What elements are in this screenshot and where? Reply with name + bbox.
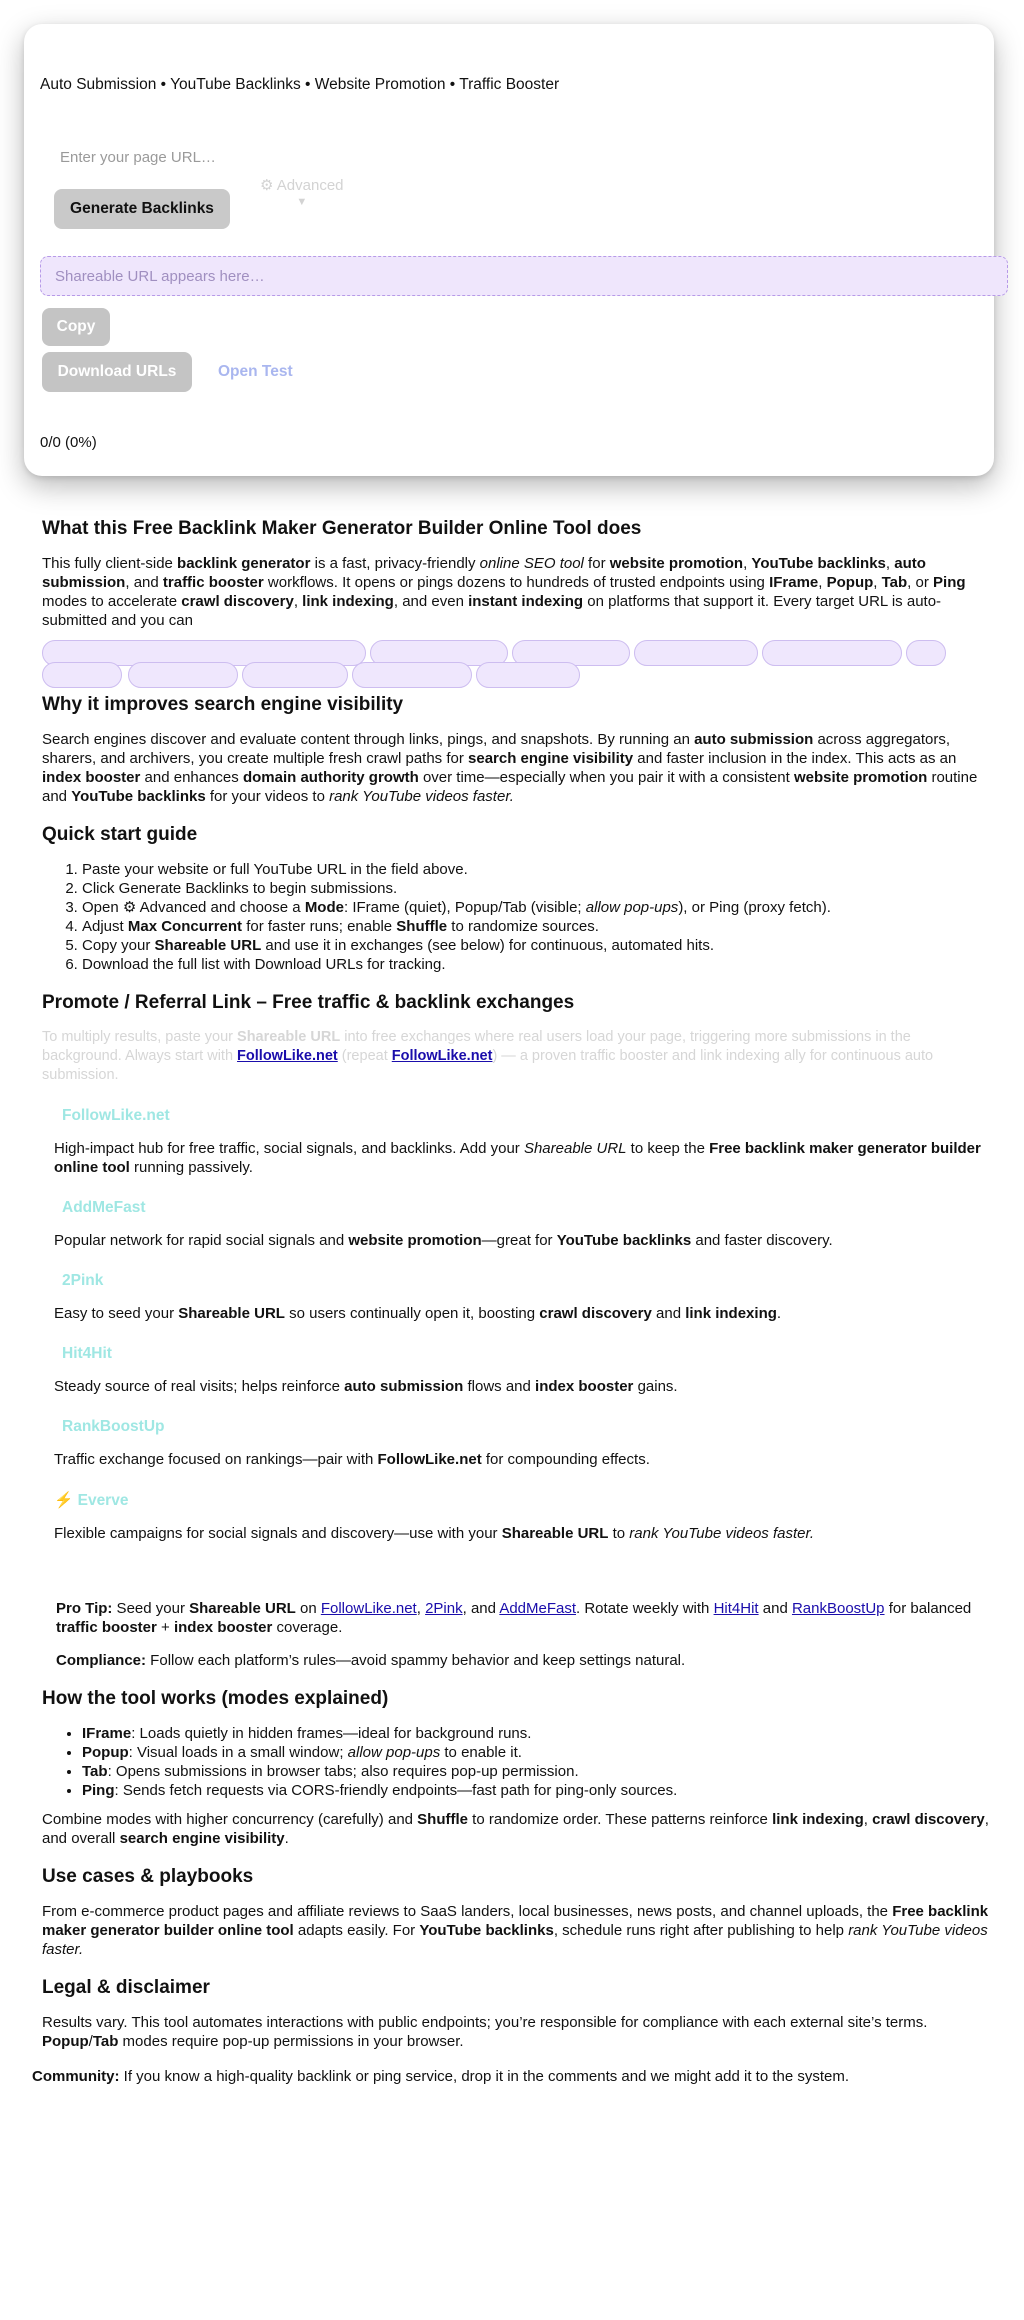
generate-backlinks-button[interactable]: Generate Backlinks bbox=[54, 189, 230, 229]
modes-list bbox=[42, 1724, 992, 1800]
exchange-desc: High-impact hub for free traffic, social signals, and backlinks. Add your Shareable URL to keep the Free backlink maker generator builder online tool running passively. bbox=[54, 1140, 981, 1176]
exchange-name[interactable]: 2Pink bbox=[62, 1272, 104, 1289]
keyword-pill[interactable] bbox=[476, 662, 580, 688]
quick-start-list bbox=[42, 860, 992, 974]
exchange-name[interactable]: RankBoostUp bbox=[62, 1418, 165, 1435]
tool-card bbox=[24, 24, 994, 476]
community-note: Community: If you know a high-quality backlink or ping service, drop it in the comments and we might add it to the system. bbox=[32, 2068, 850, 2085]
exchange-item bbox=[54, 1491, 992, 1543]
why-paragraph: Search engines discover and evaluate content through links, pings, and snapshots. By running an auto submission across aggregators, sharers, and archivers, you create multiple fresh crawl paths for search engine visibility and faster inclusion in the index. This acts as an index booster and enhances domain authority growth over time—especially when you pair it with a consistent website promotion routine and YouTube backlinks for your videos to rank YouTube videos faster. bbox=[42, 731, 978, 805]
chevron-down-icon: ▼ bbox=[296, 196, 308, 208]
page-url-input[interactable] bbox=[58, 148, 562, 167]
keyword-pill[interactable] bbox=[242, 662, 348, 688]
legal-paragraph: Results vary. This tool automates interactions with public endpoints; you’re responsible for compliance with each external site’s terms. Popup/Tab modes require pop-up permissions in your browser. bbox=[42, 2014, 928, 2050]
pro-tip: Pro Tip: Seed your Shareable URL on FollowLike.net, 2Pink, and AddMeFast. Rotate weekly with Hit4Hit and RankBoostUp for balanced traffic booster + index booster coverage. bbox=[56, 1600, 972, 1636]
exchange-item bbox=[54, 1272, 992, 1323]
tagline: Auto Submission • YouTube Backlinks • Website Promotion • Traffic Booster bbox=[40, 76, 560, 93]
exchange-item bbox=[54, 1418, 992, 1469]
exchange-list bbox=[54, 1107, 992, 1543]
pro-tip-box bbox=[56, 1599, 992, 1670]
followlike-tip-link[interactable]: FollowLike.net bbox=[320, 1600, 417, 1617]
step-item: 4. Adjust Max Concurrent for faster runs; enable Shuffle to randomize sources. bbox=[82, 917, 992, 936]
exchange-item bbox=[54, 1199, 992, 1250]
what-paragraph: This fully client-side backlink generator is a fast, privacy-friendly online SEO tool for website promotion, YouTube backlinks, auto submission, and traffic booster workflows. It opens or pings dozens to hundreds of trusted endpoints using IFrame, Popup, Tab, or Ping modes to accelerate crawl discovery, link indexing, and even instant indexing on platforms that support it. Every target URL is auto-submitted and you can bbox=[42, 555, 966, 629]
modes-paragraph: Combine modes with higher concurrency (carefully) and Shuffle to randomize order. These patterns reinforce link indexing, crawl discovery, and overall search engine visibility. bbox=[42, 1811, 989, 1847]
exchange-name[interactable]: FollowLike.net bbox=[62, 1107, 170, 1124]
step-item: 6. Download the full list with Download URLs for tracking. bbox=[82, 955, 992, 974]
copy-button[interactable]: Copy bbox=[42, 308, 110, 346]
exchange-name[interactable]: AddMeFast bbox=[62, 1199, 146, 1216]
section-title-legal: Legal & disclaimer bbox=[42, 1977, 210, 1998]
exchange-desc: Traffic exchange focused on rankings—pair with FollowLike.net for compounding effects. bbox=[54, 1451, 650, 1468]
exchange-desc: Steady source of real visits; helps reinforce auto submission flows and index booster gains. bbox=[54, 1378, 678, 1395]
followlike-link-repeat[interactable]: FollowLike.net bbox=[391, 1048, 493, 1064]
exchange-desc: Popular network for rapid social signals and website promotion—great for YouTube backlinks and faster discovery. bbox=[54, 1232, 833, 1249]
section-title-what: What this Free Backlink Maker Generator Builder Online Tool does bbox=[42, 518, 642, 539]
keyword-pill[interactable] bbox=[762, 640, 902, 666]
addmefast-tip-link[interactable]: AddMeFast bbox=[499, 1600, 577, 1617]
exchange-name[interactable]: ⚡ Everve bbox=[54, 1492, 129, 1509]
rankboostup-tip-link[interactable]: RankBoostUp bbox=[791, 1600, 885, 1617]
step-item: 2. Click Generate Backlinks to begin submissions. bbox=[82, 879, 992, 898]
keyword-pill[interactable] bbox=[42, 662, 122, 688]
shareable-url-placeholder: Shareable URL appears here… bbox=[55, 267, 265, 285]
section-title-promote: Promote / Referral Link – Free traffic & backlink exchanges bbox=[42, 992, 575, 1013]
section-title-quick: Quick start guide bbox=[42, 824, 198, 845]
exchange-desc: Flexible campaigns for social signals and discovery—use with your Shareable URL to rank YouTube videos faster. bbox=[54, 1525, 815, 1542]
exchange-item bbox=[54, 1107, 992, 1177]
exchange-name[interactable]: Hit4Hit bbox=[62, 1345, 112, 1362]
progress-text: 0/0 (0%) bbox=[40, 434, 97, 451]
mode-item: • Ping: Sends fetch requests via CORS-friendly endpoints—fast path for ping-only sources. bbox=[82, 1781, 992, 1800]
content bbox=[32, 500, 992, 2096]
step-item: 5. Copy your Shareable URL and use it in exchanges (see below) for continuous, automated hits. bbox=[82, 936, 992, 955]
keyword-pill[interactable] bbox=[906, 640, 946, 666]
keyword-pills bbox=[42, 640, 992, 688]
promote-intro: To multiply results, paste your Shareable URL into free exchanges where real users load your page, triggering more submissions in the background. Always start with FollowLike.net (repeat FollowLike.net) — a proven traffic booster and link indexing ally for continuous auto submission. bbox=[42, 1029, 934, 1083]
compliance-note: Compliance: Follow each platform’s rules—avoid spammy behavior and keep settings natural. bbox=[56, 1652, 686, 1669]
download-urls-button[interactable]: Download URLs bbox=[42, 352, 192, 392]
section-title-uses: Use cases & playbooks bbox=[42, 1866, 254, 1887]
mode-item: • Tab: Opens submissions in browser tabs; also requires pop-up permission. bbox=[82, 1762, 992, 1781]
step-item: 3. Open ⚙ Advanced and choose a Mode: IFrame (quiet), Popup/Tab (visible; allow pop-ups), or Ping (proxy fetch). bbox=[82, 898, 992, 917]
exchange-item bbox=[54, 1345, 992, 1396]
advanced-toggle[interactable] bbox=[260, 176, 344, 208]
section-title-modes: How the tool works (modes explained) bbox=[42, 1688, 389, 1709]
exchange-desc: Easy to seed your Shareable URL so users continually open it, boosting crawl discovery and link indexing. bbox=[54, 1305, 782, 1322]
shareable-url-field[interactable] bbox=[40, 256, 1008, 296]
keyword-pill[interactable] bbox=[634, 640, 758, 666]
mode-item: • IFrame: Loads quietly in hidden frames—ideal for background runs. bbox=[82, 1724, 992, 1743]
uses-paragraph: From e-commerce product pages and affiliate reviews to SaaS landers, local businesses, news posts, and channel uploads, the Free backlink maker generator builder online tool adapts easily. For YouTube backlinks, schedule runs right after publishing to help rank YouTube videos faster. bbox=[42, 1903, 989, 1958]
hit4hit-tip-link[interactable]: Hit4Hit bbox=[713, 1600, 759, 1617]
mode-item: • Popup: Visual loads in a small window; allow pop-ups to enable it. bbox=[82, 1743, 992, 1762]
advanced-label: ⚙ Advanced bbox=[260, 177, 344, 194]
open-test-link[interactable]: Open Test bbox=[218, 363, 293, 380]
keyword-pill[interactable] bbox=[128, 662, 238, 688]
followlike-link[interactable]: FollowLike.net bbox=[237, 1048, 338, 1064]
step-item: 1. Paste your website or full YouTube URL in the field above. bbox=[82, 860, 992, 879]
2pink-tip-link[interactable]: 2Pink bbox=[425, 1600, 463, 1617]
section-title-why: Why it improves search engine visibility bbox=[42, 694, 404, 715]
keyword-pill[interactable] bbox=[352, 662, 472, 688]
